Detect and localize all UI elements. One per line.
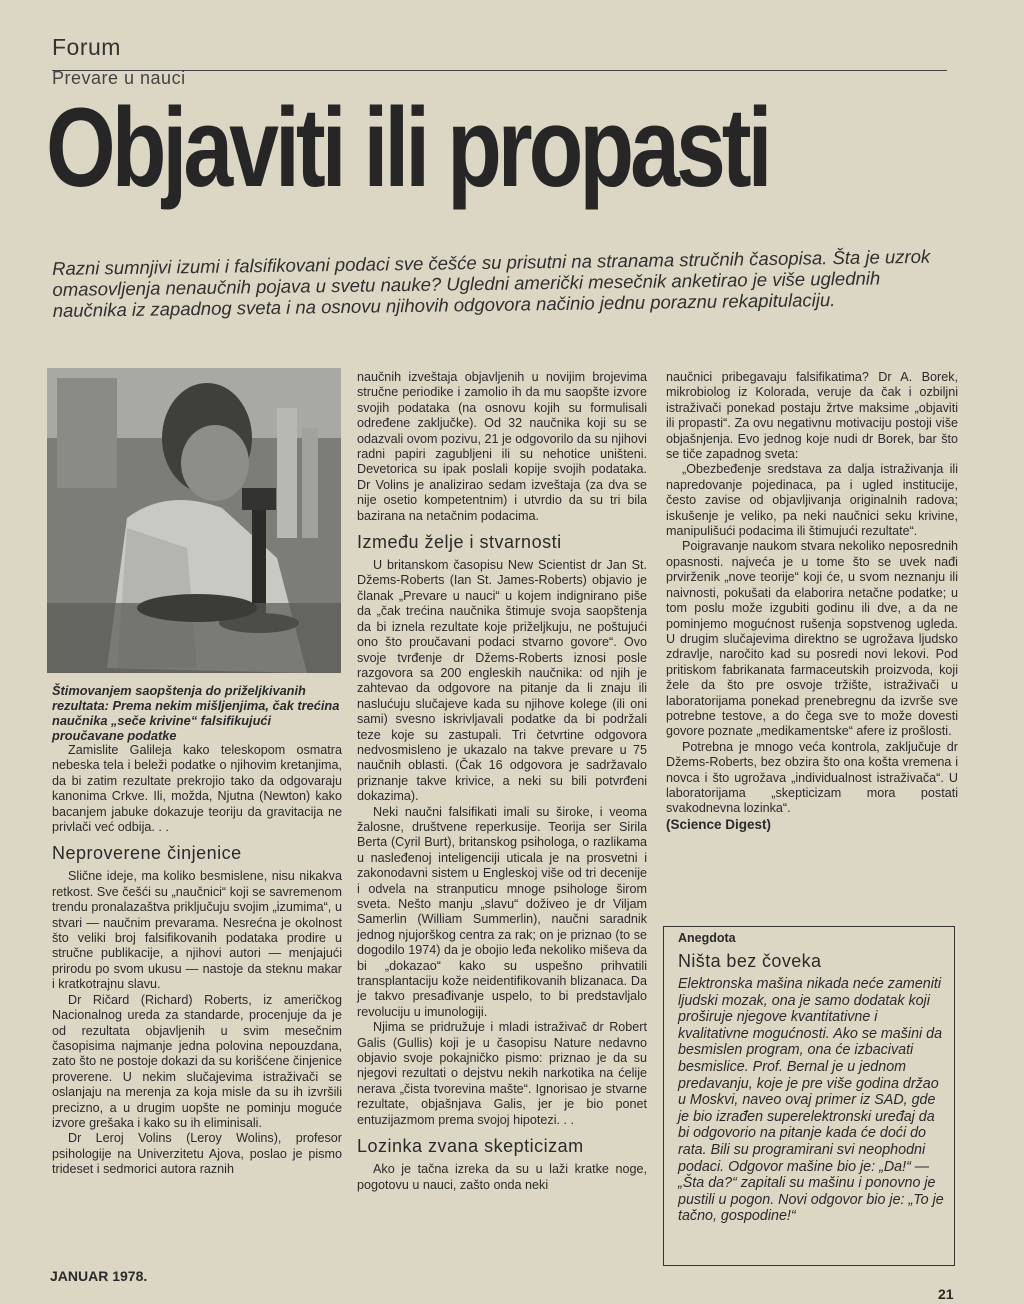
paragraph: Njima se pridružuje i mladi istraživač dr Robert Galis (Gullis) koji je u časopisu Nature nedavno objavio svoje pokajničko pismo: priznao je da su njegovi rezultati o dejstvu nekih narkotika na ćelije nerava „čista tvorevina mašte“. Ignorisao je stvarne rezultate, objašnjava Galis, jer je bio ponet entuzijazmom prema svojoj hipotezi. . .: [357, 1020, 647, 1127]
paragraph: Dr Ričard (Richard) Roberts, iz američkog Nacionalnog ureda za standarde, procenjuje da je od rezultata objavljenih u svim mesečnim časopisima najmanje jedna polovina nepouzdana, zato što ne postoje dokazi da su korišćene činjenice proverene. U nekim slučajevima istraživači se oslanjaju na merenja za koja misle da su ih izvršili precizno, a u drugim uopšte ne pominju moguće izvore grešaka i kako su ih eliminisali.: [52, 992, 342, 1130]
paragraph: „Obezbeđenje sredstava za dalja istraživanja ili napredovanje pojedinaca, pa i ugled institucije, često zavise od objavljivanja originalnih radova; iskušenje je veliko, pa neki naučnici seku krivine, manipulišući podacima ili štimujući rezultate“.: [666, 462, 958, 539]
page-number: 21: [938, 1286, 954, 1302]
subheading: Neproverene činjenice: [52, 843, 242, 864]
anecdote-box: [663, 926, 955, 1266]
paragraph: U britanskom časopisu New Scientist dr Jan St. Džems-Roberts (Ian St. James-Roberts) objavio je članak „Prevare u nauci“ u kojem indignirano piše da „čak trećina naučnika štimuje svoja saopštenja da bi iznela rezultate koje priželjkuju, ne poštujući ono što proučavani podaci stvarno govore“. Ovo svoje tvrđenje dr Džems-Roberts iznosi posle razgovora sa 200 engleskih naučnika: od njih je zahtevao da odgovore na pitanje da li znaju ili naslućuju slučajeve kada su njihove kolege (ili oni sami) svesno iskrivljavali podatke da bi podržali teze koje su zastupali. Tri četvrtine odgovora nedvosmisleno je ukazalo na takve prevare u 75 naučnih oblasti. (Čak 16 odgovora je sadržavalo priznanje takve krivice, a neki su bili potvrđeni dokazima).: [357, 558, 647, 804]
anecdote-title: Ništa bez čoveka: [678, 951, 822, 971]
kicker: Prevare u nauci: [52, 68, 186, 88]
paragraph: Dr Leroj Volins (Leroy Wolins), profesor psihologije na Univerzitetu Ajova, poslao je pismo trideset i sedmorici autora raznih: [52, 1131, 342, 1177]
paragraph: Potrebna je mnogo veća kontrola, zaključuje dr Džems-Roberts, bez obzira što ona košta vremena i novca i što ugrožava „individualnost istraživača“. U laboratorijama „skepticizam mora postati svakodnevna lozinka“.: [666, 739, 958, 816]
section-label: Forum: [52, 34, 121, 60]
column-1: [52, 683, 342, 1178]
scientist-microscope-photo: [47, 368, 341, 673]
column-3: [666, 370, 958, 832]
paragraph: Slične ideje, ma koliko besmislene, nisu nikakva retkost. Sve češći su „naučnici“ koji se savremenom trendu pronalazaštva priključuju svojim „izumima“, u stvari — naučnim prevarama. Nesrećna je okolnost što veliki broj falsifikovanih podataka prodire u stručne publikacije, a njihovi autori — menjajući prirodu po svom ukusu — nastoje da steknu makar i kratkotrajnu slavu.: [52, 869, 342, 992]
header-rule: [52, 70, 947, 71]
headline: Objaviti ili propasti: [46, 85, 769, 210]
paragraph: naučnih izveštaja objavljenih u novijim brojevima stručne periodike i zamolio ih da mu saopšte izvore svojih podataka (na osnovu kojih su formulisali određene zaključke). Od 32 naučnika koji su se odazvali ovom pozivu, 21 je odgovorilo da su njihovi radni papiri zagubljeni ili su nehotice uništeni. Devetorica su ipak poslali kopije svojih podataka. Dr Volins je analizirao sedam izveštaja (za dva se nije osetio kompetentnim) i utvrdio da su tri bila bazirana na netačnim podacima.: [357, 370, 647, 523]
anecdote-text: Elektronska mašina nikada neće zameniti ljudski mozak, ona je samo dodatak koji proširuje njegove kvantitativne i kvalitativne mogućnosti. Ako se mašini da besmislen program, ona će izbacivati besmislice. Prof. Bernal je u jednom predavanju, koje je pre više godina držao u Moskvi, naveo ovaj primer iz SAD, gde je bio izrađen superelektronski uređaj da bi odgovorio na pitanje kada će doći do rata. Bili su programirani svi neophodni podaci. Odgovor mašine bio je: „Da!“ — „Šta da?“ zapitali su mašinu i ponovno je pustili u pogon. Novi odgovor bio je: „To je tačno, gospodine!“: [678, 976, 944, 1225]
anecdote-tag: Anegdota: [678, 931, 736, 945]
column-2: [357, 370, 647, 1193]
paragraph: Ako je tačna izreka da su u laži kratke noge, pogotovu u nauci, zašto onda neki: [357, 1162, 647, 1192]
paragraph: Neki naučni falsifikati imali su široke, i veoma žalosne, društvene reperkusije. Teorija ser Sirila Berta (Cyril Burt), britanskog psihologa, o razlikama u naslеđenoj inteligenciji uticala je na prosvetni i zakonodavni sistem u Engleskoj više od tri decenije i odvela na stranputicu mnoge psihologe širom sveta. Nešto manju „slavu“ doživeo je dr Viljam Samerlin (William Summerlin), naučni saradnik jednog njujorškog centra za rak; on je priznao (to se dogodilo 1974) da je obojio leđa nekoliko miševa da bi „dokazao“ kako su uspešno prihvatili transplantaciju kože neidentifikovanih blizanaca. Da je takvo presađivanje uspelo, to bi predstavljalo revoluciju u imunologiji.: [357, 804, 647, 1019]
source-credit: (Science Digest): [666, 816, 772, 832]
issue-date: JANUAR 1978.: [50, 1268, 148, 1284]
photo-caption: Štimovanjem saopštenja do priželjkivanih rezultata: Prema nekim mišljenjima, čak trećina naučnika „seče krivine“ falsifikujući proučavane podatke: [52, 683, 340, 743]
paragraph: Zamislite Galileja kako teleskopom osmatra nebeska tela i beleži podatke o njihovim kretanjima, da bi zatim rezultate prekrojio tako da odgovaraju kanonima Crkve. Ili, možda, Njutna (Newton) kako bacanjem jabuke dokazuje teoriju da gravitacija ne privlači već odbija. . .: [52, 743, 342, 835]
paragraph: Poigravanje naukom stvara nekoliko neposrednih opasnosti. najveća je u tome što se uvek nađi prvirženik „nove teorije“ koji će, u svom neznanju ili naivnosti, pokušati da elaborira netačne podatke; u tom poslu može izgubiti godinu ili dve, a da ne pominjemo mogućnost rušenja sopstvenog ugleda. U drugim slučajevima direktno se ugrožava ljudsko zdravlje, naročito kad su posredi novi lekovi. Pod pritiskom fabrikanata farmaceutskih proizvoda, koji žele da što pre osvoje tržište, istraživači u laboratorijama ponekad prenebregnu da izvrše sve potrebne testove, a do čega sve to može dovesti govore poznate „medikamentske“ afere iz prošlosti.: [666, 539, 958, 739]
lede-paragraph: Razni sumnjivi izumi i falsifikovani podaci sve češće su prisutni na stranama stručnih časopisa. Šta je uzrok omasovljenja nenaučnih pojava u svetu nauke? Ugledni američki mesečnik anketirao je više uglednih naučnika iz zapadnog sveta i na osnovu njihovih odgovora načinio jednu poraznu rekapitulaciju.: [52, 245, 931, 321]
paragraph: naučnici pribegavaju falsifikatima? Dr A. Borek, mikrobiolog iz Kolorada, veruje da čak i ozbiljni istraživači ponekad postaju žrtve maksime „objaviti ili propasti“. Za ovu negativnu motivaciju postoji više objašnjenja. Evo jednog koje nudi dr Borek, bar što se tiče zapadnog sveta:: [666, 370, 958, 462]
photo-illustration: [47, 368, 341, 673]
subheading: Između želje i stvarnosti: [357, 532, 562, 553]
subheading: Lozinka zvana skepticizam: [357, 1136, 584, 1157]
